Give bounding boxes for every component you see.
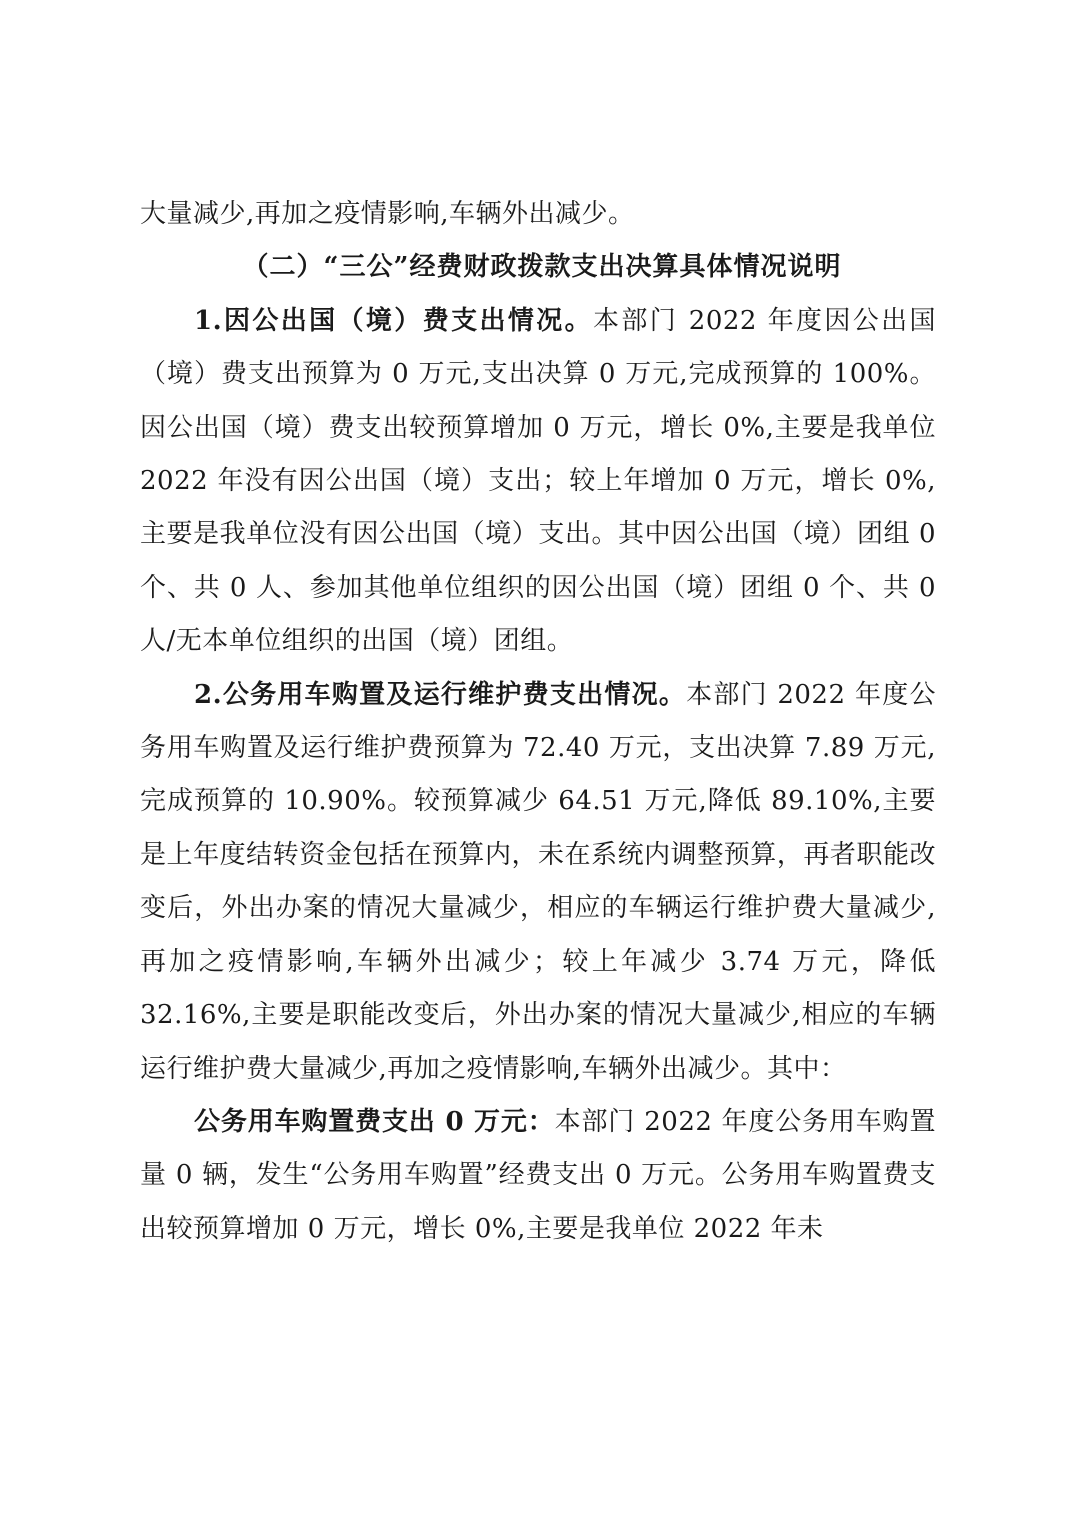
continuation-paragraph: 大量减少,再加之疫情影响,车辆外出减少。 [140,199,635,229]
paragraph-vehicle-purchase-body: 本部门 2022 年度公务用车购置量 0 辆，发生“公务用车购置”经费支出 0 万元。公务用车购置费支出较预算增加 0 万元，增长 0%,主要是我单位 2022 年未 [140,1106,936,1244]
paragraph-vehicle-purchase-heading: 公务用车购置费支出 0 万元： [194,1106,555,1137]
section-heading: （二）“三公”经费财政拨款支出决算具体情况说明 [242,252,842,283]
paragraph-overseas-travel [140,295,936,669]
paragraph-overseas-travel-body: 本部门 2022 年度因公出国（境）费支出预算为 0 万元,支出决算 0 万元,完成预算的 100%。因公出国（境）费支出较预算增加 0 万元，增长 0%,主要是我单位 2022 年没有因公出国（境）支出；较上年增加 0 万元，增长 0%,主要是我单位没有因公出国（境）支出。其中因公出国（境）团组 0 个、共 0 人、参加其他单位组织的因公出国（境）团组 0 个、共 0 人/无本单位组织的出国（境）团组。 [140,305,936,657]
paragraph-overseas-travel-heading: 1.因公出国（境）费支出情况。 [194,305,593,336]
document-body [140,188,936,1256]
paragraph-official-vehicles-heading: 2.公务用车购置及运行维护费支出情况。 [194,679,687,710]
paragraph-official-vehicles-body: 本部门 2022 年度公务用车购置及运行维护费预算为 72.40 万元，支出决算 7.89 万元,完成预算的 10.90%。较预算减少 64.51 万元,降低 89.10%,主要是上年度结转资金包括在预算内，未在系统内调整预算，再者职能改变后，外出办案的情况大量减少，相应的车辆运行维护费大量减少,再加之疫情影响,车辆外出减少；较上年减少 3.74 万元，降低 32.16%,主要是职能改变后，外出办案的情况大量减少,相应的车辆运行维护费大量减少,再加之疫情影响,车辆外出减少。其中： [140,679,936,1084]
paragraph-official-vehicles [140,669,936,1096]
paragraph-vehicle-purchase [140,1096,936,1256]
